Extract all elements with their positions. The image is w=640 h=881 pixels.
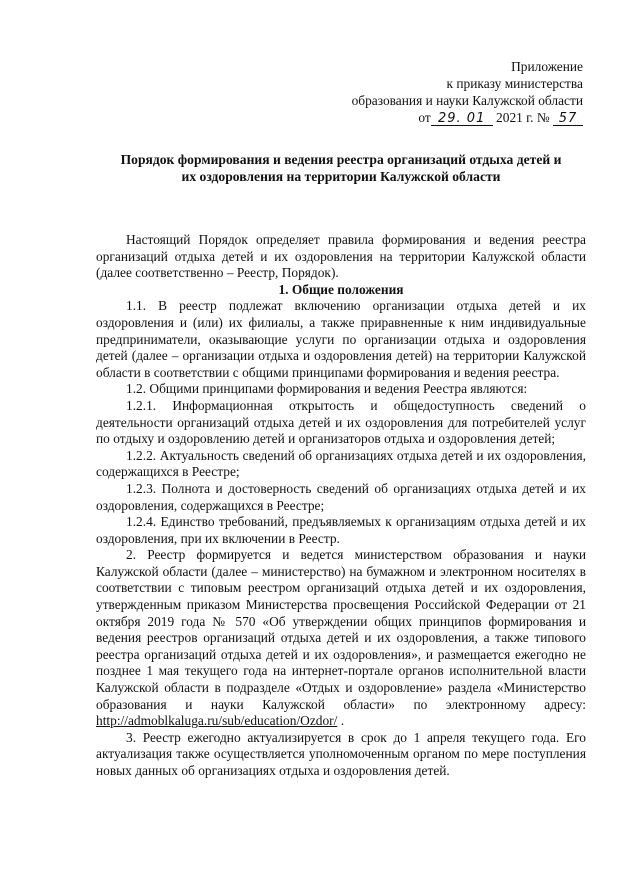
- appendix-line-1: Приложение: [511, 59, 583, 74]
- paragraph-1-2-2: 1.2.2. Актуальность сведений об организациях отдыха детей и их оздоровления, содержащихся в Реестре;: [96, 447, 586, 480]
- handwritten-number: 57: [553, 112, 583, 126]
- paragraph-3: 3. Реестр ежегодно актуализируется в срок до 1 апреля текущего года. Его актуализация также осуществляется уполномоченным органом по мере поступления новых данных об организациях отдыха и оздоровления детей.: [96, 729, 586, 778]
- document-title: [96, 151, 586, 185]
- document-body: [96, 232, 586, 780]
- education-url-link[interactable]: http://admoblkaluga.ru/sub/education/Ozdor/: [96, 713, 338, 729]
- paragraph-2-text: 2. Реестр формируется и ведется министерством образования и науки Калужской области (далее – министерство) на бумажном и электронном носителях в соответствии с типовым реестром организаций отдыха детей и их оздоровления, утвержденным приказом Министерства просвещения Российской Федерации от 21 октября 2019 года № 570 «Об утверждении общих принципов формирования и ведения реестров организаций отдыха детей и их оздоровления, а также типового реестра организаций отдыха детей и их оздоровления», и размещается ежегодно не позднее 1 мая текущего года на интернет-портале органов исполнительной власти Калужской области в подразделе «Отдых и оздоровление» раздела «Министерство образования и науки Калужской области» по электронному адресу:: [96, 547, 586, 712]
- paragraph-1-2-3: 1.2.3. Полнота и достоверность сведений об организациях отдыха детей и их оздоровления, содержащихся в Реестре;: [96, 480, 586, 513]
- appendix-line-3: образования и науки Калужской области: [351, 93, 583, 108]
- paragraph-1-2: 1.2. Общими принципами формирования и ведения Реестра являются:: [126, 381, 528, 397]
- paragraph-1-2-1: 1.2.1. Информационная открытость и общедоступность сведений о деятельности организаций отдыха детей и их оздоровления для потребителей услуг по отдыху и оздоровлению детей и организаторов отдыха и оздоровления детей;: [96, 397, 586, 447]
- paragraph-1-2-4: 1.2.4. Единство требований, предъявляемых к организациям отдыха детей и их оздоровления, при их включении в Реестр.: [96, 514, 586, 546]
- appendix-line-2: к приказу министерства: [446, 76, 583, 91]
- handwritten-date: 29. 01: [431, 112, 493, 126]
- paragraph-2-end: .: [337, 713, 345, 729]
- year-text: 2021 г. №: [496, 110, 550, 125]
- title-line-1: Порядок формирования и ведения реестра организаций отдыха детей и: [120, 152, 562, 167]
- section-1-heading: 1. Общие положения: [278, 281, 404, 297]
- appendix-date-line: [283, 109, 583, 126]
- appendix-block: [283, 58, 583, 126]
- paragraph-1-1: 1.1. В реестр подлежат включению организации отдыха детей и их оздоровления и (или) их филиалы, а также приравненные к ним индивидуальные предприниматели, оказывающие услуги по организации отдыха и оздоровления детей (далее – организации отдыха и оздоровления детей) на территории Калужской области в соответствии с общими принципами формирования и ведения реестра.: [96, 298, 586, 380]
- date-prefix: от: [418, 110, 431, 125]
- paragraph-2: [96, 547, 586, 730]
- title-line-2: их оздоровления на территории Калужской области: [181, 169, 501, 184]
- intro-paragraph: Настоящий Порядок определяет правила формирования и ведения реестра организаций отдыха детей и их оздоровления на территории Калужской области (далее соответственно – Реестр, Порядок).: [96, 232, 586, 281]
